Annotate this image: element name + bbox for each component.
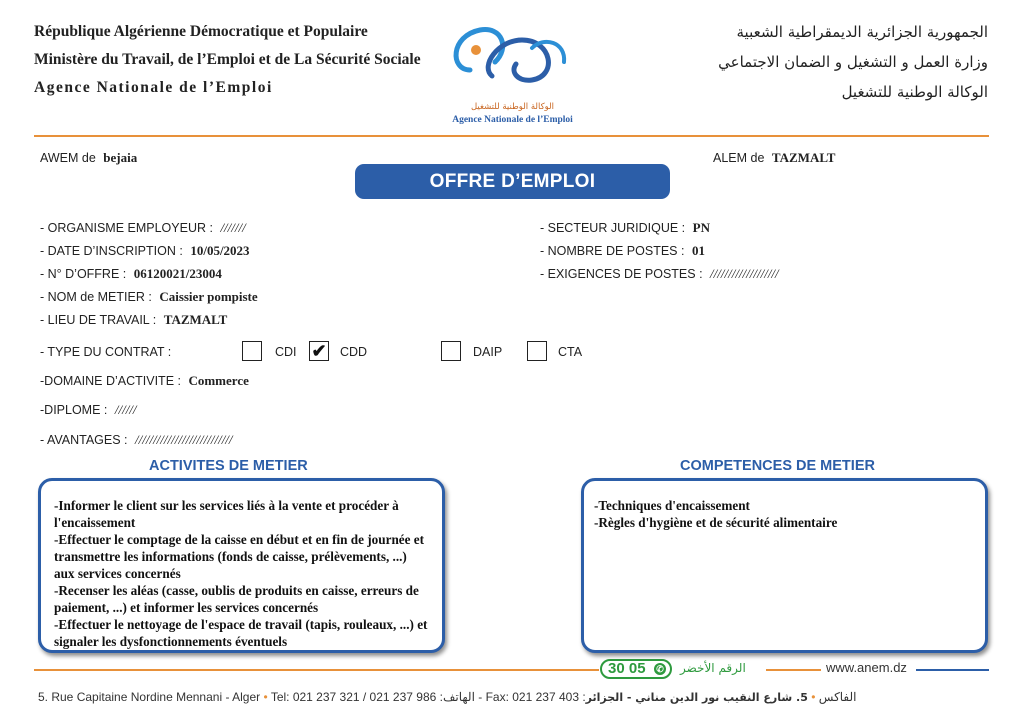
green-number [600,659,760,681]
anem-logo-icon [440,18,585,98]
date-value: 10/05/2023 [190,243,250,258]
checkbox-cdd[interactable]: ✔ [309,341,329,361]
green-number-pill [600,659,672,679]
footer-divider-left [34,669,599,671]
offre-value: 06120021/23004 [133,266,222,281]
checkbox-daip[interactable] [441,341,461,361]
footer-address-fr: 5. Rue Capitaine Nordine Mennani - Alger [38,690,261,704]
checkbox-cdd-label: CDD [340,345,368,359]
activite-item: -Informer le client sur les services liés à la vente et procéder à l'encaissement [54,498,399,530]
date-label: - DATE D’INSCRIPTION : [40,244,183,258]
secteur-label: - SECTEUR JURIDIQUE : [540,221,686,235]
postes-label: - NOMBRE DE POSTES : [540,244,685,258]
lieu-label: - LIEU DE TRAVAIL : [40,313,157,327]
footer-divider-mid [766,669,821,671]
secteur-value: PN [692,220,710,235]
header-fr-republic: République Algérienne Démocratique et Populaire [34,23,368,40]
footer-divider-right [916,669,989,671]
checkbox-cta[interactable] [527,341,547,361]
header-ar-agency: الوكالة الوطنية للتشغيل [841,83,988,101]
contrat-label: - TYPE DU CONTRAT : [40,345,172,359]
checkbox-cta-label: CTA [558,345,583,359]
exigences-value: /////////////////// [710,266,779,281]
date-row [40,243,250,259]
metier-row [40,289,258,305]
alem-line [713,150,835,166]
green-number-label: الرقم الأخضر [680,661,746,675]
diplome-value: ////// [114,402,137,417]
bullet-icon: • [811,690,816,704]
offer-title: OFFRE D’EMPLOI [355,164,670,199]
activites-box [38,478,445,653]
checkbox-daip-label: DAIP [473,345,503,359]
activite-item: -Effectuer le nettoyage de l'espace de travail (tapis, rouleaux, ...) et signaler les dysfonctionnements éventuels [54,617,428,649]
avantages-value: /////////////////////////// [135,432,233,447]
competences-box [581,478,988,653]
organisme-value: /////// [220,220,246,235]
diplome-row [40,402,137,418]
header-ar-republic: الجمهورية الجزائرية الديمقراطية الشعبية [736,23,988,41]
domaine-value: Commerce [188,373,249,388]
footer-address-line [38,690,857,704]
domaine-label: -DOMAINE D’ACTIVITE : [40,374,181,388]
logo-caption-ar: الوكالة الوطنية للتشغيل [471,102,554,112]
footer-address-ar: 5. شارع النقيب نور الدين مناني - الجزائر [585,691,808,704]
metier-value: Caissier pompiste [159,289,258,304]
header-ar-ministry: وزارة العمل و التشغيل و الضمان الاجتماعي [718,53,988,71]
offre-label: - N° D’OFFRE : [40,267,127,281]
competence-item: -Règles d'hygiène et de sécurité alimentaire [594,515,838,530]
phone-icon: ✆ [654,663,666,675]
awem-label: AWEM de [40,151,96,165]
postes-row [540,243,705,259]
exigences-label: - EXIGENCES DE POSTES : [540,267,703,281]
anem-logo [440,18,585,130]
competences-title: COMPETENCES DE METIER [680,458,875,474]
header-fr-agency: Agence Nationale de l’Emploi [34,79,273,96]
diplome-label: -DIPLOME : [40,403,108,417]
header-divider [34,135,989,137]
organisme-label: - ORGANISME EMPLOYEUR : [40,221,213,235]
avantages-label: - AVANTAGES : [40,433,128,447]
logo-caption-fr: Agence Nationale de l’Emploi [452,115,573,125]
exigences-row [540,266,779,282]
bullet-icon: • [263,690,268,704]
secteur-row [540,220,710,236]
green-number-value: 30 05 [608,660,646,677]
offre-row [40,266,222,282]
awem-line [40,150,137,166]
competence-item: -Techniques d'encaissement [594,498,750,513]
lieu-row [40,312,227,328]
postes-value: 01 [691,243,705,258]
footer-contacts: Tel: 021 237 321 / 021 237 986 :الهاتف - Fax: 021 237 403 :الفاكس [270,690,857,704]
checkbox-cdi[interactable] [242,341,262,361]
activites-title: ACTIVITES DE METIER [149,458,308,474]
awem-value: bejaia [103,150,138,165]
header-fr-ministry: Ministère du Travail, de l’Emploi et de La Sécurité Sociale [34,51,421,68]
activite-item: -Recenser les aléas (casse, oublis de produits en caisse, erreurs de paiement, ...) et informer les services concernés [54,583,419,615]
website-link[interactable]: www.anem.dz [826,660,907,675]
organisme-row [40,220,246,236]
checkbox-cdi-label: CDI [275,345,297,359]
metier-label: - NOM de METIER : [40,290,152,304]
domaine-row [40,373,249,389]
alem-value: TAZMALT [771,150,836,165]
alem-label: ALEM de [713,151,765,165]
competences-list [584,481,985,531]
activites-list [41,481,442,650]
avantages-row [40,432,233,448]
activite-item: -Effectuer le comptage de la caisse en début et en fin de journée et transmettre les informations (fonds de caisse, prélèvements, ...) aux services concernés [54,532,425,581]
lieu-value: TAZMALT [163,312,228,327]
